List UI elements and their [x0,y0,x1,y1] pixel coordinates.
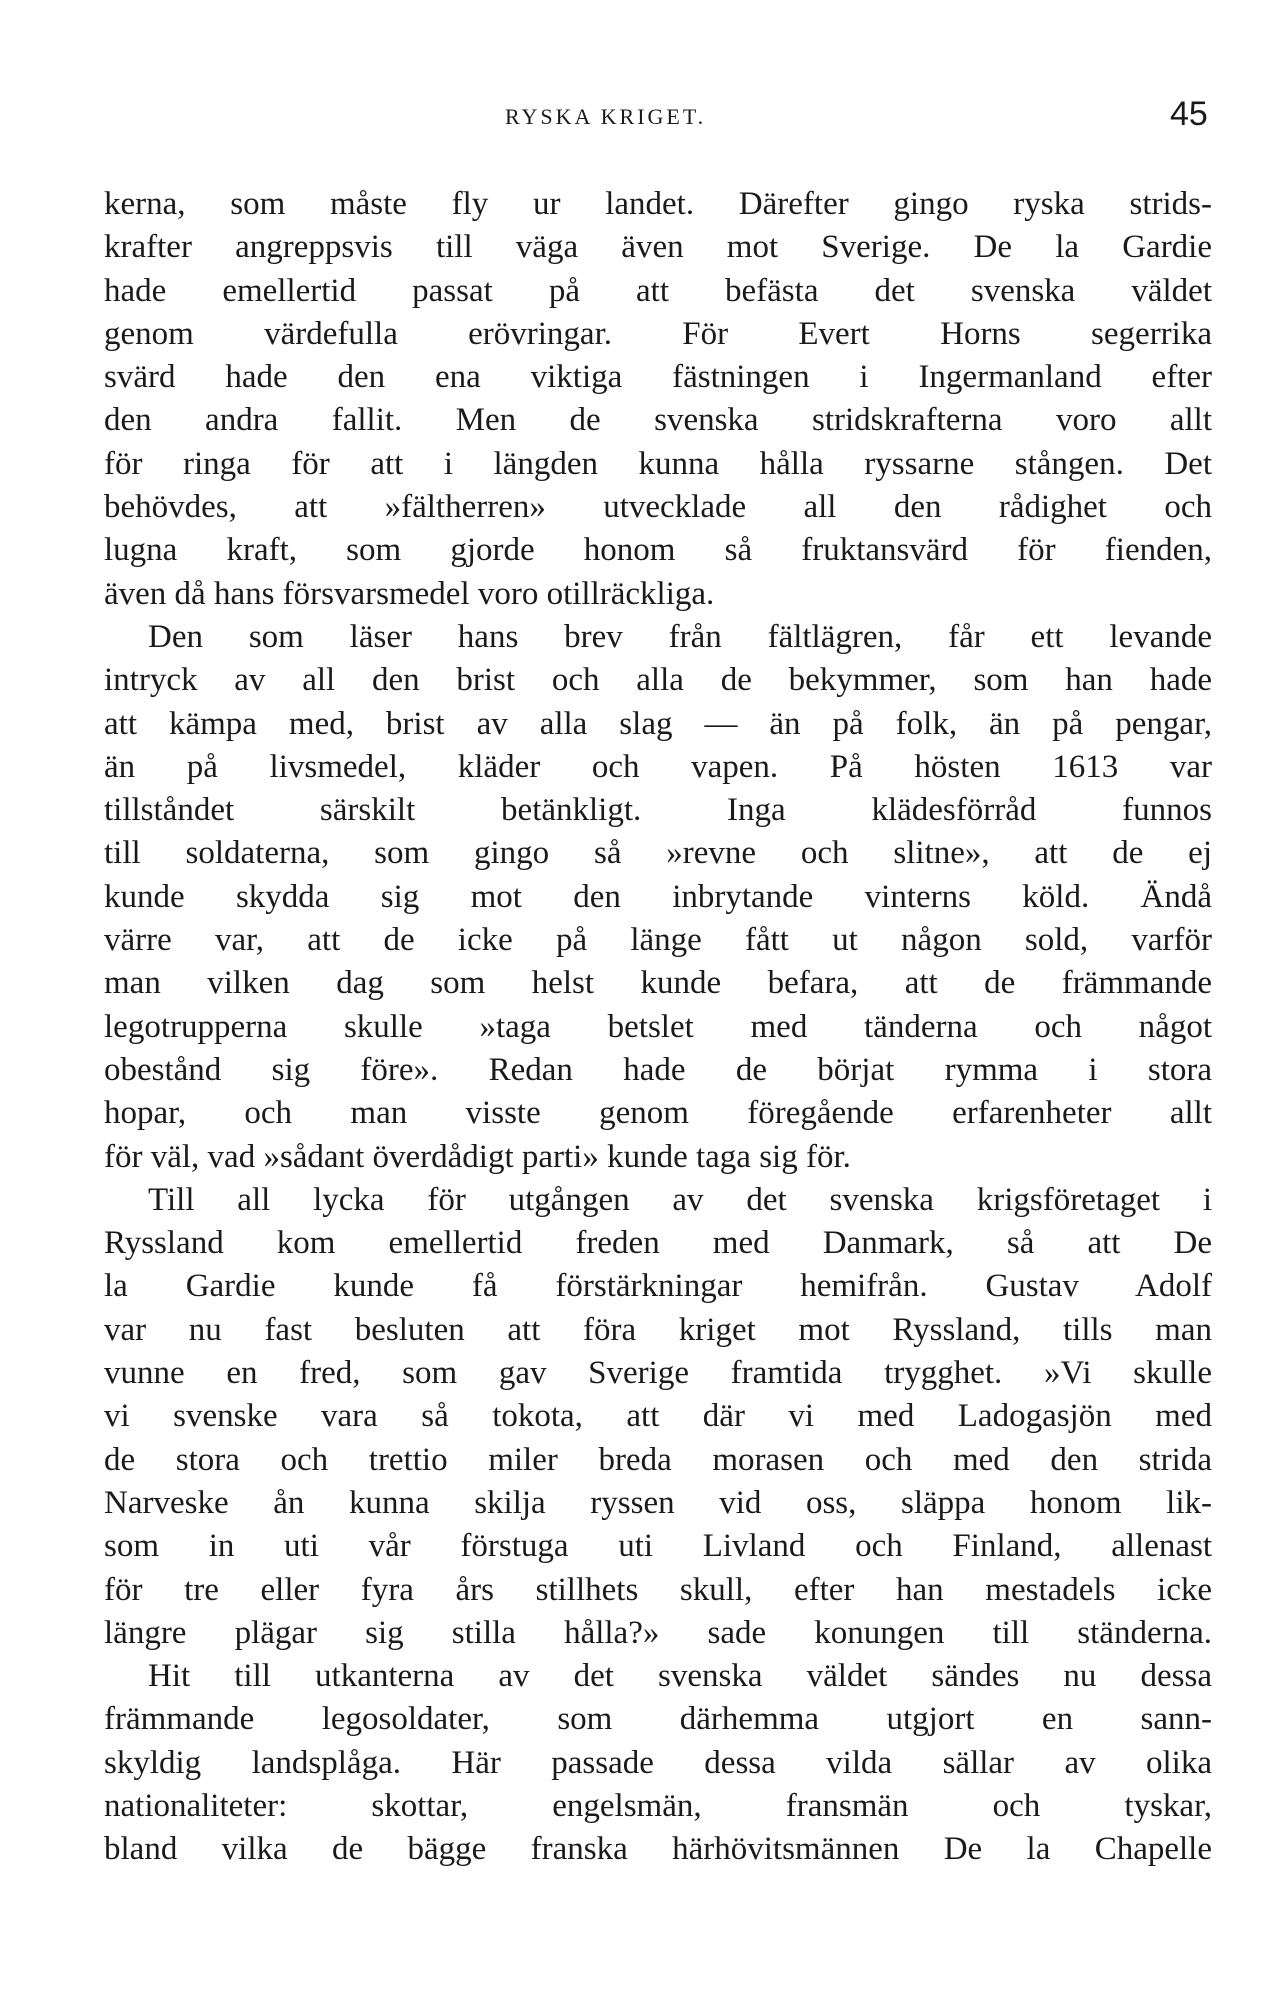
text-line: som in uti vår förstuga uti Livland och Finland, allenast [104,1528,1212,1565]
text-line: hopar, och man visste genom föregående erfarenheter allt [104,1095,1212,1132]
text-line: vunne en fred, som gav Sverige framtida trygghet. »Vi skulle [104,1355,1212,1392]
text-line: Ryssland kom emellertid freden med Danmark, så att De [104,1225,1212,1262]
text-line: Narveske ån kunna skilja ryssen vid oss, släppa honom lik- [104,1484,1212,1521]
text-line: värre var, att de icke på länge fått ut någon sold, varför [104,922,1212,959]
text-line: genom värdefulla erövringar. För Evert Horns segerrika [104,315,1212,352]
text-line: Till all lycka för utgången av det svenska krigsföretaget i [148,1181,1212,1218]
text-line: kunde skydda sig mot den inbrytande vinterns köld. Ändå [104,878,1212,915]
text-line: lugna kraft, som gjorde honom så fruktansvärd för fienden, [104,532,1212,569]
text-line: behövdes, att »fältherren» utvecklade all den rådighet och [104,489,1212,526]
page-number: 45 [1170,95,1208,133]
text-line: krafter angreppsvis till väga även mot Sverige. De la Gardie [104,229,1212,266]
text-line: för väl, vad »sådant överdådigt parti» kunde taga sig för. [104,1138,851,1175]
text-line: den andra fallit. Men de svenska stridskrafterna voro allt [104,402,1212,439]
text-line: för tre eller fyra års stillhets skull, efter han mestadels icke [104,1571,1212,1608]
text-line: man vilken dag som helst kunde befara, att de främmande [104,965,1212,1002]
text-line: legotrupperna skulle »taga betslet med tänderna och något [104,1008,1212,1045]
text-line: hade emellertid passat på att befästa det svenska väldet [104,272,1212,309]
text-line: även då hans försvarsmedel voro otillräckliga. [104,575,715,612]
text-line: Hit till utkanterna av det svenska väldet sändes nu dessa [148,1658,1212,1695]
text-line: Den som läser hans brev från fältlägren, får ett levande [148,618,1212,655]
text-line: svärd hade den ena viktiga fästningen i Ingermanland efter [104,359,1212,396]
text-line: främmande legosoldater, som därhemma utgjort en sann- [104,1701,1212,1738]
text-line: till soldaterna, som gingo så »revne och slitne», att de ej [104,835,1212,872]
text-line: de stora och trettio miler breda morasen och med den strida [104,1441,1212,1478]
running-head: RYSKA KRIGET. [505,104,707,129]
text-line: bland vilka de bägge franska härhövitsmännen De la Chapelle [104,1831,1212,1868]
text-line: vi svenske vara så tokota, att där vi med Ladogasjön med [104,1398,1212,1435]
text-line: skyldig landsplåga. Här passade dessa vilda sällar av olika [104,1744,1212,1781]
text-line: var nu fast besluten att föra kriget mot Ryssland, tills man [104,1311,1212,1348]
text-line: tillståndet särskilt betänkligt. Inga klädesförråd funnos [104,792,1212,829]
text-line: intryck av all den brist och alla de bekymmer, som han hade [104,662,1212,699]
text-line: la Gardie kunde få förstärkningar hemifrån. Gustav Adolf [104,1268,1212,1305]
body-text [104,183,1212,1872]
text-line: att kämpa med, brist av alla slag — än på folk, än på pengar, [104,705,1212,742]
text-line: för ringa för att i längden kunna hålla ryssarne stången. Det [104,445,1212,482]
text-line: nationaliteter: skottar, engelsmän, fransmän och tyskar, [104,1787,1212,1824]
text-line: kerna, som måste fly ur landet. Därefter gingo ryska strids- [104,186,1212,222]
text-line: än på livsmedel, kläder och vapen. På hösten 1613 var [104,748,1212,785]
text-line: obestånd sig före». Redan hade de börjat rymma i stora [104,1051,1212,1088]
text-line: längre plägar sig stilla hålla?» sade konungen till ständerna. [104,1614,1212,1651]
